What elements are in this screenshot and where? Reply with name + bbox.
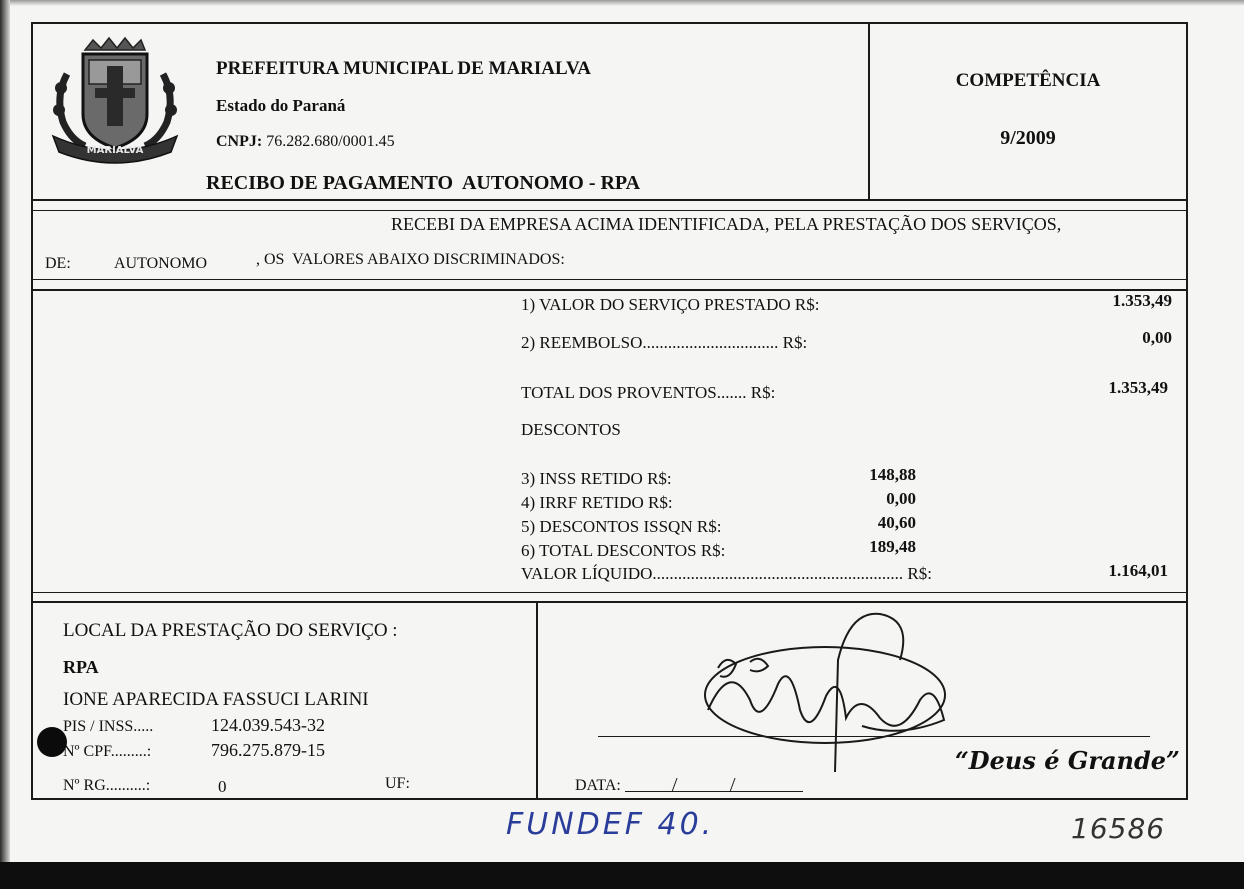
reembolso-label: 2) REEMBOLSO................................ R$:: [521, 333, 808, 352]
cpf-value: 796.275.879-15: [211, 740, 325, 760]
issqn-value: 40,60: [877, 513, 916, 532]
pis-value: 124.039.543-32: [211, 715, 325, 735]
descontos-label: DESCONTOS: [521, 420, 621, 439]
irrf-value: 0,00: [886, 489, 916, 508]
header-bottom-rule: [31, 199, 1188, 201]
frame-bottom-border: [31, 798, 1188, 800]
irrf-label: 4) IRRF RETIDO R$:: [521, 493, 673, 512]
signature-line: [598, 736, 1150, 737]
rg-label: Nº RG..........:: [63, 777, 151, 794]
local-label: LOCAL DA PRESTAÇÃO DO SERVIÇO :: [63, 620, 398, 641]
inss-label: 3) INSS RETIDO R$:: [521, 469, 672, 488]
cpf-label: Nº CPF.........:: [63, 743, 152, 760]
local-value: RPA: [63, 657, 99, 677]
cnpj-value: 76.282.680/0001.45: [266, 133, 395, 150]
date-label: DATA:: [575, 777, 621, 794]
de-label: DE:: [45, 255, 71, 272]
statement-rule: [31, 279, 1188, 280]
total-proventos-label: TOTAL DOS PROVENTOS....... R$:: [521, 383, 776, 402]
values-top-rule: [31, 289, 1188, 291]
handwritten-number: 16586: [1071, 812, 1166, 845]
date-slash-1: [671, 778, 683, 792]
total-descontos-value: 189,48: [869, 537, 916, 556]
competencia-label: COMPETÊNCIA: [955, 70, 1101, 91]
issqn-label: 5) DESCONTOS ISSQN R$:: [521, 517, 722, 536]
total-proventos-value: 1.353,49: [1108, 378, 1168, 397]
scan-top-edge: [0, 0, 1244, 6]
uf-label: UF:: [385, 775, 410, 792]
scan-left-edge: [0, 0, 10, 889]
frame-left-border: [31, 22, 33, 800]
cnpj-label: CNPJ:: [216, 133, 263, 150]
crest-ribbon-text: MARIALVA: [86, 145, 144, 156]
document-title: RECIBO DE PAGAMENTO AUTONOMO - RPA: [206, 172, 641, 194]
date-field-underline: [625, 791, 803, 792]
cnpj-line: [216, 133, 395, 151]
rg-value: 0: [218, 777, 227, 796]
handwritten-fundef-note: FUNDEF 40.: [506, 807, 715, 842]
competencia-divider: [868, 22, 870, 200]
state-name: Estado do Paraná: [216, 96, 346, 115]
pis-label: PIS / INSS.....: [63, 718, 154, 735]
total-descontos-label: 6) TOTAL DESCONTOS R$:: [521, 541, 726, 560]
municipality-name: PREFEITURA MUNICIPAL DE MARIALVA: [216, 58, 591, 79]
statement-line-2: , OS VALORES ABAIXO DISCRIMINADOS:: [256, 251, 565, 268]
liquido-label: VALOR LÍQUIDO........................................................... R$:: [521, 564, 932, 583]
frame-top-border: [31, 22, 1188, 24]
date-slash-2: [729, 778, 741, 792]
provider-name: IONE APARECIDA FASSUCI LARINI: [63, 689, 369, 710]
competencia-value: 9/2009: [1000, 127, 1056, 149]
values-bottom-rule: [31, 592, 1188, 593]
servico-value: 1.353,49: [1112, 291, 1172, 310]
motto-stamp: “Deus é Grande”: [955, 746, 1180, 775]
scan-bottom-edge: [0, 862, 1244, 889]
statement-line-1: RECEBI DA EMPRESA ACIMA IDENTIFICADA, PELA PRESTAÇÃO DOS SERVIÇOS,: [391, 214, 1062, 234]
frame-right-border: [1186, 22, 1188, 800]
municipal-crest: [45, 36, 185, 166]
reembolso-value: 0,00: [1142, 328, 1172, 347]
liquido-value: 1.164,01: [1108, 561, 1168, 580]
inss-value: 148,88: [869, 465, 916, 484]
header-double-rule: [31, 210, 1188, 211]
signature-divider: [536, 601, 538, 799]
servico-label: 1) VALOR DO SERVIÇO PRESTADO R$:: [521, 295, 820, 314]
de-value: AUTONOMO: [114, 255, 208, 272]
